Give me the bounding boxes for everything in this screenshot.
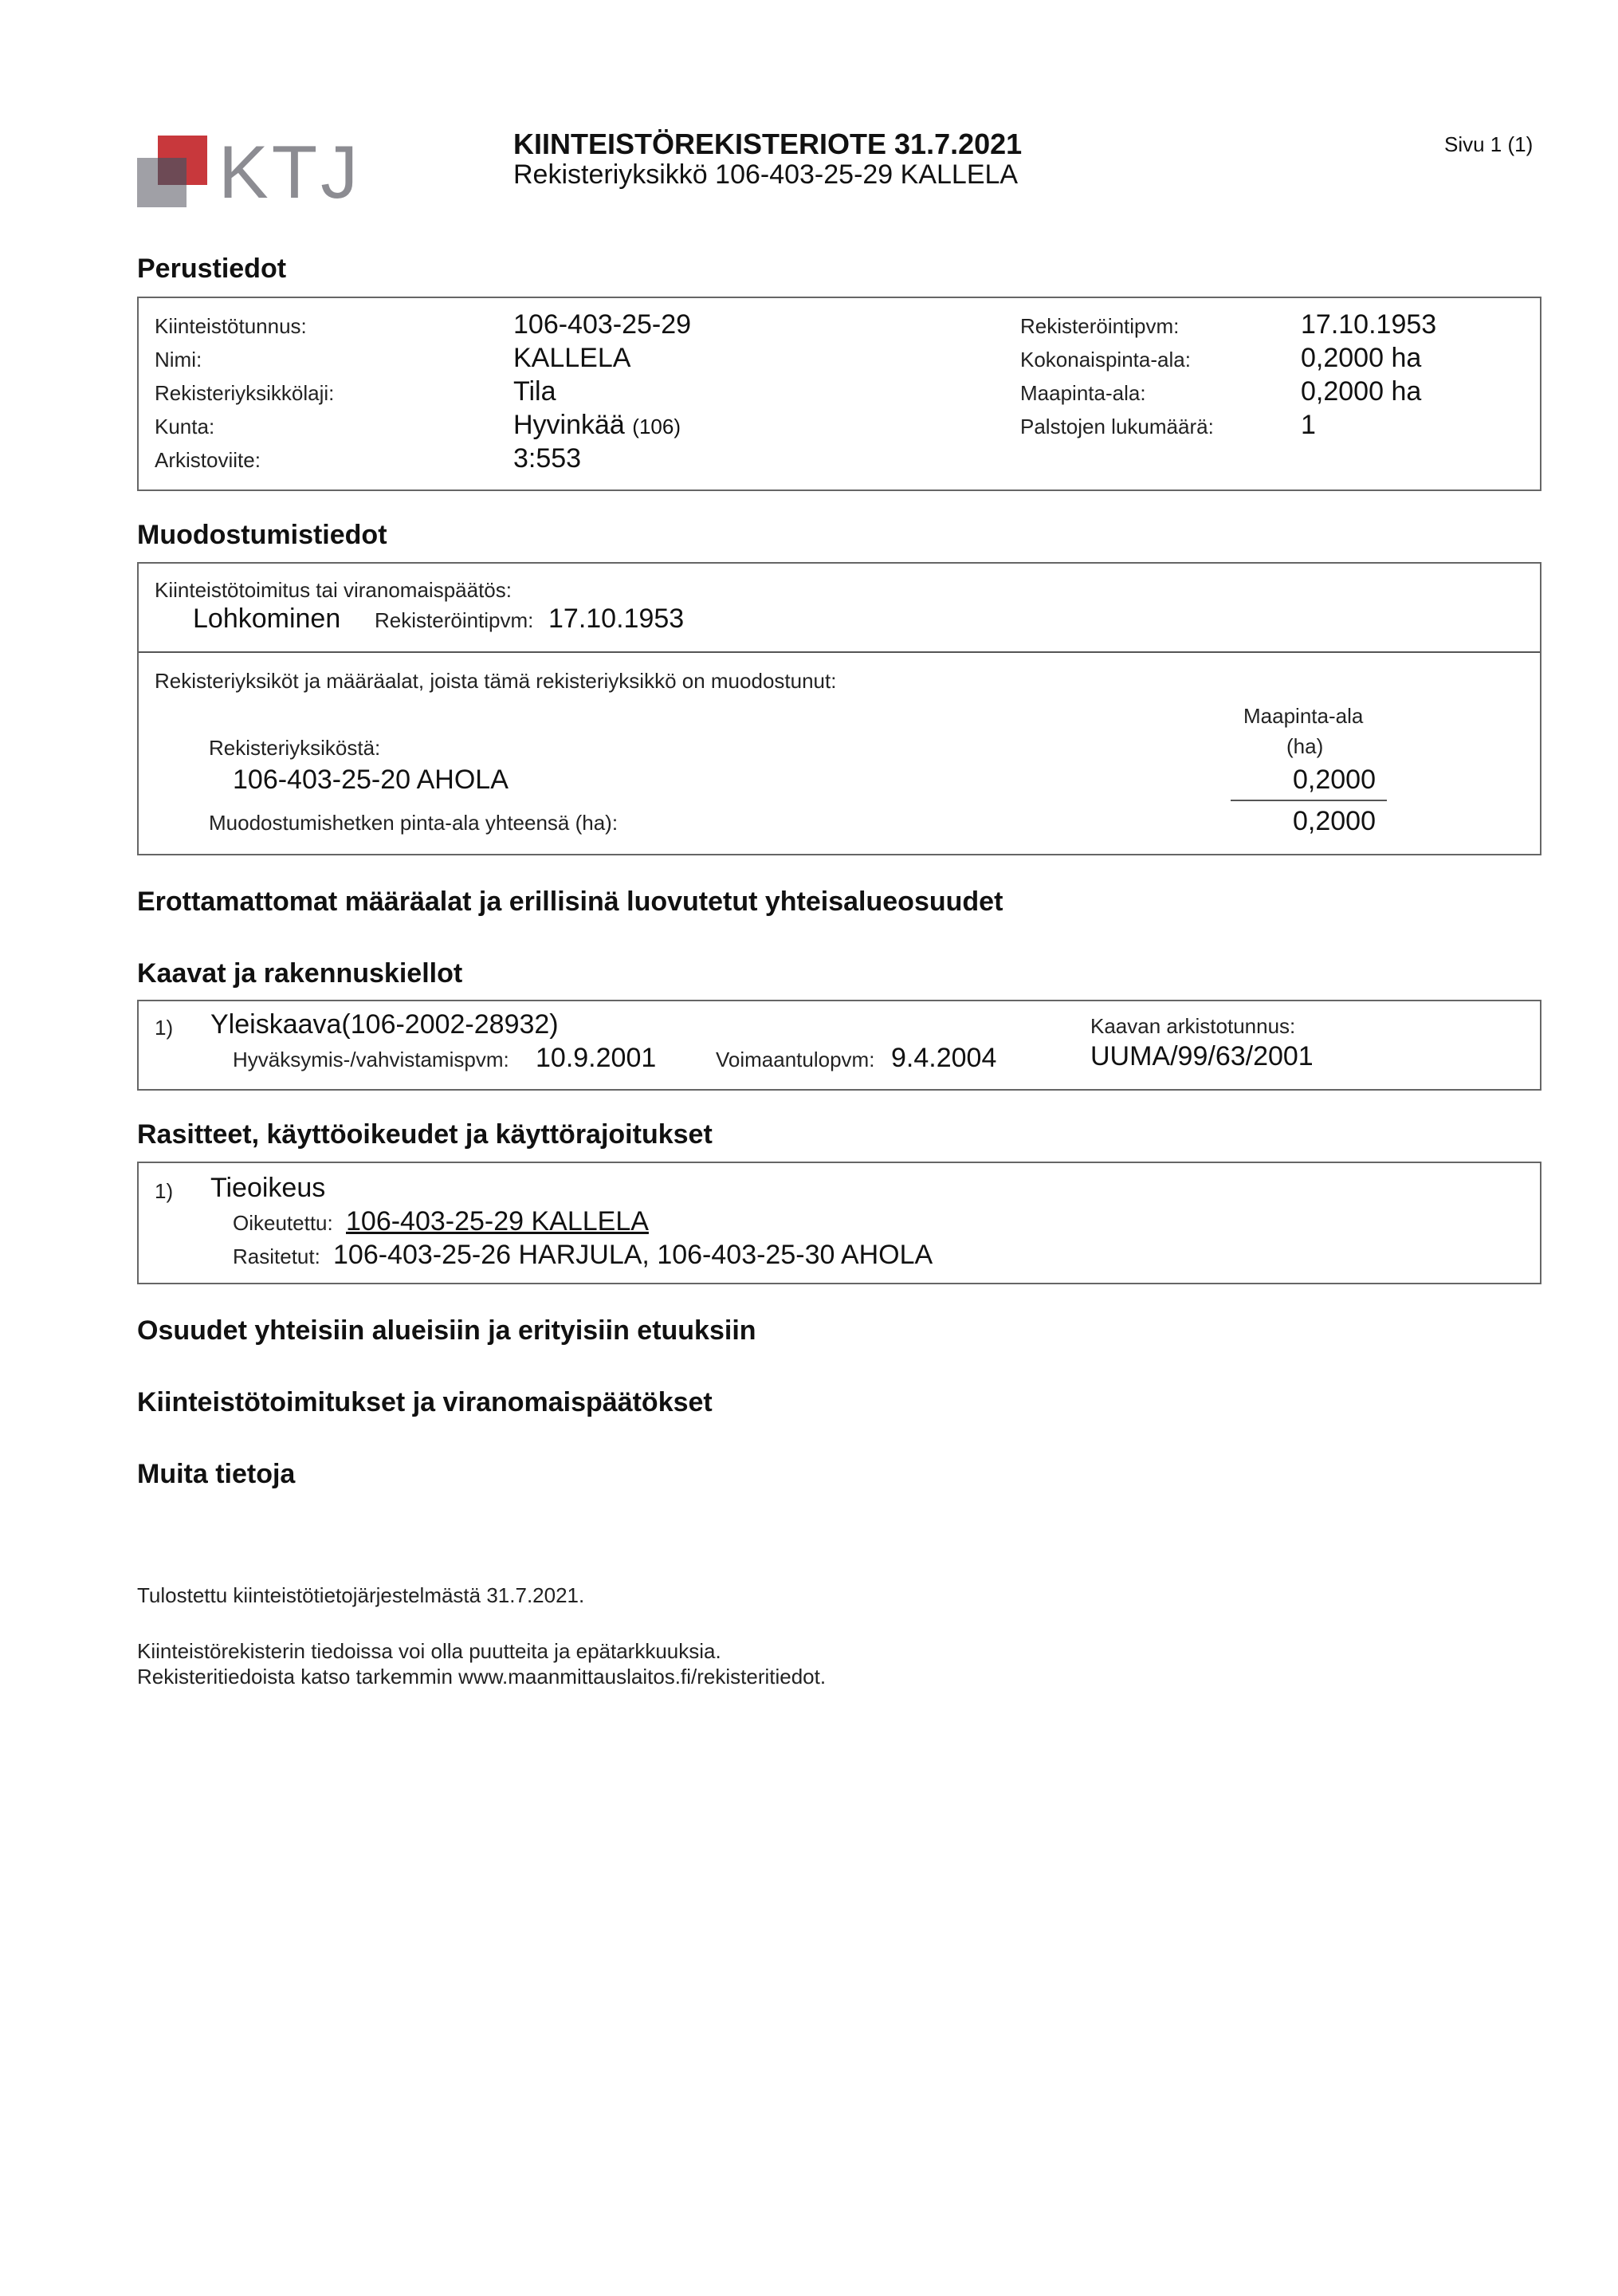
section-heading-perustiedot: Perustiedot — [137, 254, 287, 284]
field-value: Tila — [513, 376, 556, 407]
field-label: Arkistoviite: — [155, 448, 261, 472]
document-title: KIINTEISTÖREKISTERIOTE 31.7.2021 — [513, 128, 1023, 160]
field-value: 1 — [1301, 410, 1316, 440]
item-number: 1) — [155, 1016, 174, 1040]
registration-date-value: 17.10.1953 — [548, 603, 685, 634]
muodostumistiedot-box — [137, 562, 1541, 855]
field-value: 3:553 — [513, 443, 582, 474]
ktj-logo — [135, 130, 362, 214]
from-value: 106-403-25-20 AHOLA — [233, 765, 509, 795]
kunta-code: (106) — [632, 415, 681, 438]
section-heading-kaavat: Kaavat ja rakennuskiellot — [137, 958, 463, 989]
toimitus-label: Kiinteistötoimitus tai viranomaispäätös: — [155, 578, 512, 602]
field-value: 106-403-25-29 — [513, 309, 692, 340]
rasitteet-box — [137, 1162, 1541, 1284]
section-heading-muodostumistiedot: Muodostumistiedot — [137, 520, 387, 550]
beneficiary-value: 106-403-25-29 KALLELA — [346, 1206, 649, 1236]
field-label: Nimi: — [155, 348, 202, 372]
printed-note: Tulostettu kiinteistötietojärjestelmästä 31.7.2021. — [137, 1583, 585, 1607]
kunta-name: Hyvinkää — [513, 410, 625, 440]
beneficiary-label: Oikeutettu: — [233, 1211, 333, 1235]
document-subtitle: Rekisteriyksikkö 106-403-25-29 KALLELA — [513, 159, 1019, 190]
total-label: Muodostumishetken pinta-ala yhteensä (ha): — [209, 811, 619, 835]
encumbered-value: 106-403-25-26 HARJULA, 106-403-25-30 AHOLA — [333, 1240, 933, 1270]
field-value: 0,2000 ha — [1301, 376, 1422, 407]
effective-date-label: Voimaantulopvm: — [716, 1048, 875, 1071]
field-label: Kunta: — [155, 415, 215, 438]
total-value: 0,2000 — [1293, 806, 1376, 836]
field-label: Kokonaispinta-ala: — [1020, 348, 1191, 372]
field-label: Maapinta-ala: — [1020, 381, 1146, 405]
toimitus-value: Lohkominen — [193, 603, 341, 634]
section-heading-rasitteet: Rasitteet, käyttöoikeudet ja käyttörajoitukset — [137, 1119, 713, 1150]
encumbered-label: Rasitetut: — [233, 1244, 320, 1268]
kaavat-box — [137, 1000, 1541, 1091]
section-heading-muita: Muita tietoja — [137, 1459, 296, 1489]
area-column-header: Maapinta-ala — [1243, 704, 1364, 728]
area-column-unit: (ha) — [1286, 734, 1324, 758]
effective-date-value: 9.4.2004 — [891, 1043, 997, 1073]
section-heading-toimitukset: Kiinteistötoimitukset ja viranomaispäätökset — [137, 1387, 713, 1417]
registration-date-label: Rekisteröintipvm: — [375, 608, 534, 632]
field-label: Rekisteriyksikkölaji: — [155, 381, 335, 405]
section-heading-erottamattomat: Erottamattomat määräalat ja erillisinä luovutetut yhteisalueosuudet — [137, 887, 1003, 917]
divider — [139, 651, 1540, 653]
origin-description: Rekisteriyksiköt ja määräalat, joista tämä rekisteriyksikkö on muodostunut: — [155, 669, 837, 693]
from-label: Rekisteriyksiköstä: — [209, 736, 381, 760]
approval-date-value: 10.9.2001 — [536, 1043, 657, 1073]
field-value: 0,2000 ha — [1301, 343, 1422, 373]
field-label: Palstojen lukumäärä: — [1020, 415, 1214, 438]
field-value — [513, 410, 681, 441]
field-value: 17.10.1953 — [1301, 309, 1437, 340]
item-number: 1) — [155, 1179, 174, 1203]
field-value: KALLELA — [513, 343, 631, 373]
page-number: Sivu 1 (1) — [1444, 132, 1534, 156]
approval-date-label: Hyväksymis-/vahvistamispvm: — [233, 1048, 509, 1071]
section-heading-osuudet: Osuudet yhteisiin alueisiin ja erityisiin etuuksiin — [137, 1315, 756, 1346]
encumbrance-name: Tieoikeus — [210, 1173, 326, 1203]
plan-name: Yleiskaava(106-2002-28932) — [210, 1009, 559, 1040]
disclaimer-line-1: Kiinteistörekisterin tiedoissa voi olla puutteita ja epätarkkuuksia. — [137, 1639, 721, 1663]
logo-text: KTJ — [218, 130, 362, 214]
perustiedot-box — [137, 297, 1541, 491]
field-label: Kiinteistötunnus: — [155, 314, 307, 338]
disclaimer-line-2: Rekisteritiedoista katso tarkemmin www.maanmittauslaitos.fi/rekisteritiedot. — [137, 1665, 827, 1689]
archive-id-label: Kaavan arkistotunnus: — [1090, 1014, 1296, 1038]
sum-line — [1231, 800, 1387, 801]
field-label: Rekisteröintipvm: — [1020, 314, 1180, 338]
from-area: 0,2000 — [1293, 765, 1376, 795]
archive-id-value: UUMA/99/63/2001 — [1090, 1041, 1314, 1071]
